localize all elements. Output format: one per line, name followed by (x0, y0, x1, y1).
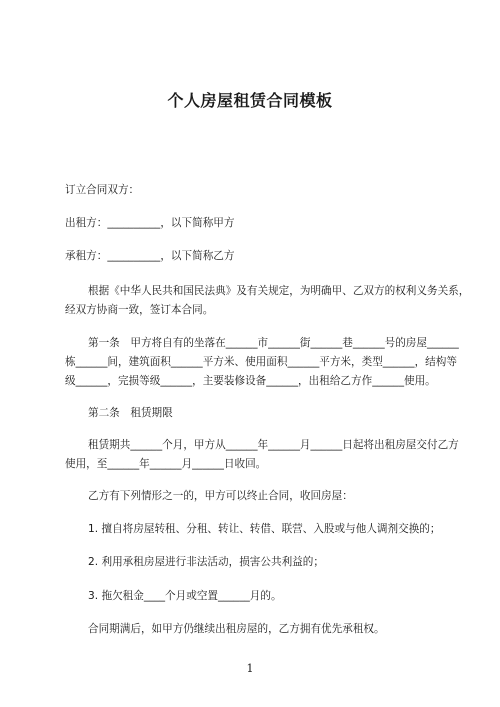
lessee-line: 承租方：__________，以下简称乙方 (65, 250, 235, 262)
lessor-line: 出租方：__________，以下简称甲方 (65, 217, 235, 229)
termination-intro: 乙方有下列情形之一的，甲方可以终止合同，收回房屋： (88, 490, 353, 502)
renewal-clause: 合同期满后，如甲方仍继续出租房屋的，乙方拥有优先承租权。 (88, 623, 385, 635)
article-2-heading: 第二条 租赁期限 (88, 407, 173, 419)
preamble-line-2: 经双方协商一致，签订本合同。 (65, 304, 214, 316)
page-number: 1 (246, 662, 254, 675)
preamble-line-1: 根据《中华人民共和国民法典》及有关规定，为明确甲、乙双方的权利义务关系， (88, 285, 470, 297)
termination-item-3: 3. 拖欠租金____个月或空置______月的。 (88, 590, 282, 602)
article-2-line-2: 使用，至______年______月______日收回。 (65, 458, 267, 470)
article-1-line-1: 第一条 甲方将自有的坐落在______市______街______巷______号的房屋______ (88, 337, 459, 349)
article-1-line-2: 栋______间，建筑面积______平方米、使用面积______平方米，类型______，结构等 (65, 356, 457, 368)
termination-item-1: 1. 擅自将房屋转租、分租、转让、转借、联营、入股或与他人调剂交换的； (88, 523, 441, 535)
article-1-line-3: 级______，完损等级______，主要装修设备______，出租给乙方作______使用。 (65, 375, 436, 387)
page-title: 个人房屋租赁合同模板 (167, 91, 333, 110)
termination-item-2: 2. 利用承租房屋进行非法活动，损害公共利益的； (88, 556, 324, 568)
parties-heading: 订立合同双方： (65, 184, 140, 196)
article-2-line-1: 租赁期共______个月，甲方从______年______月______日起将出租房屋交付乙方 (88, 439, 459, 451)
